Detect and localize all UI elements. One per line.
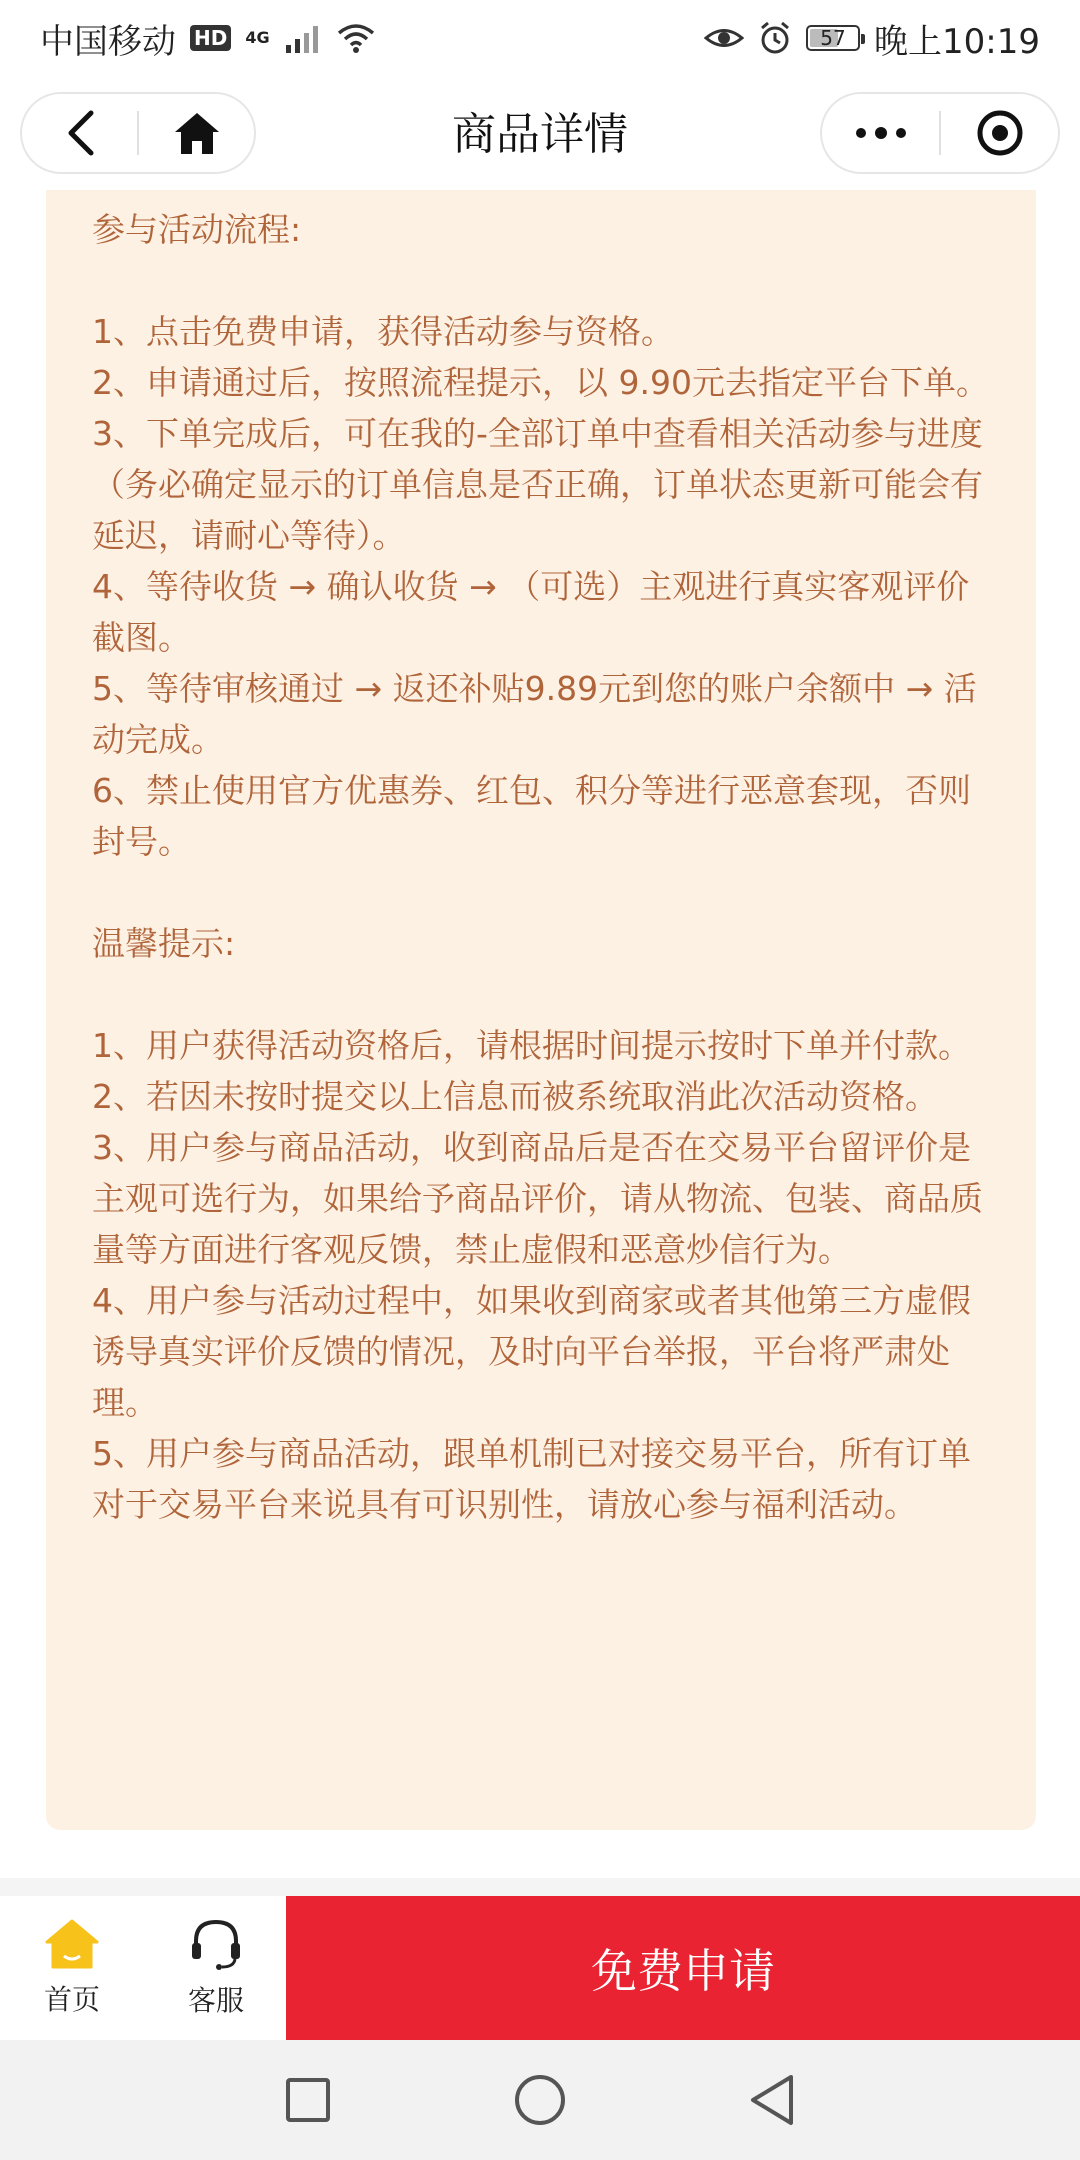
battery-level: 57 [820,26,846,50]
tip-item: 2、若因未按时提交以上信息而被系统取消此次活动资格。 [92,1077,938,1116]
process-item: 3、下单完成后，可在我的-全部订单中查看相关活动参与进度（务必确定显示的订单信息是否正确，订单状态更新可能会有延迟，请耐心等待）。 [92,414,983,555]
process-item: 1、点击免费申请，获得活动参与资格。 [92,312,674,351]
network-type: 4G [245,28,270,47]
process-item: 6、禁止使用官方优惠券、红包、积分等进行恶意套现，否则封号。 [92,771,971,861]
section-title-process: 参与活动流程: [92,210,302,249]
back-arrow-icon [65,110,95,156]
system-home-button[interactable] [508,2068,572,2132]
tab-service-label: 客服 [187,1984,244,2017]
circle-icon [513,2073,567,2127]
more-dots-icon [854,126,908,140]
home-icon [172,110,222,156]
nav-header [0,80,1080,190]
system-nav-bar [0,2040,1080,2160]
triangle-back-icon [747,2073,797,2127]
back-button[interactable] [22,94,137,172]
signal-icon [284,23,322,53]
status-left [40,14,376,63]
nav-capsule-left [20,92,256,174]
tip-item: 5、用户参与商品活动，跟单机制已对接交易平台，所有订单对于交易平台来说具有可识别性，请放心参与福利活动。 [92,1434,971,1524]
section-title-tips: 温馨提示: [92,924,236,963]
process-item: 2、申请通过后，按照流程提示，以 9.90元去指定平台下单。 [92,363,989,402]
bottom-action-bar [0,1896,1080,2040]
wifi-icon [336,22,376,54]
tab-customer-service[interactable] [144,1896,288,2040]
hd-badge: HD [190,25,231,51]
nav-capsule-right [820,92,1060,174]
clock-time: 晚上10:19 [874,21,1040,62]
tip-item: 4、用户参与活动过程中，如果收到商家或者其他第三方虚假诱导真实评价反馈的情况，及时向平台举报，平台将严肃处理。 [92,1281,971,1422]
tip-item: 1、用户获得活动资格后，请根据时间提示按时下单并付款。 [92,1026,971,1065]
section-divider [0,1878,1080,1896]
free-apply-button[interactable]: 免费申请 [286,1896,1080,2040]
close-miniapp-button[interactable] [941,94,1058,172]
carrier-name: 中国移动 [40,21,176,62]
square-icon [284,2076,332,2124]
tab-home[interactable] [0,1896,144,2040]
home-tab-icon [44,1918,100,1970]
more-button[interactable] [822,94,939,172]
tip-item: 3、用户参与商品活动，收到商品后是否在交易平台留评价是主观可选行为，如果给予商品评价，请从物流、包装、商品质量等方面进行客观反馈，禁止虚假和恶意炒信行为。 [92,1128,983,1269]
headset-icon [188,1917,244,1971]
home-nav-button[interactable] [139,94,254,172]
status-bar [0,0,1080,76]
battery-icon [806,25,860,51]
page-title: 商品详情 [452,109,628,160]
eye-icon [704,23,744,53]
alarm-icon [758,21,792,55]
process-item: 5、等待审核通过 → 返还补贴9.89元到您的账户余额中 → 活动完成。 [92,669,977,759]
process-item: 4、等待收货 → 确认收货 → （可选）主观进行真实客观评价截图。 [92,567,970,657]
target-icon [976,109,1024,157]
activity-rules-card [46,190,1036,1830]
recent-apps-button[interactable] [276,2068,340,2132]
status-right [704,14,1040,63]
system-back-button[interactable] [740,2068,804,2132]
tab-home-label: 首页 [43,1983,100,2016]
